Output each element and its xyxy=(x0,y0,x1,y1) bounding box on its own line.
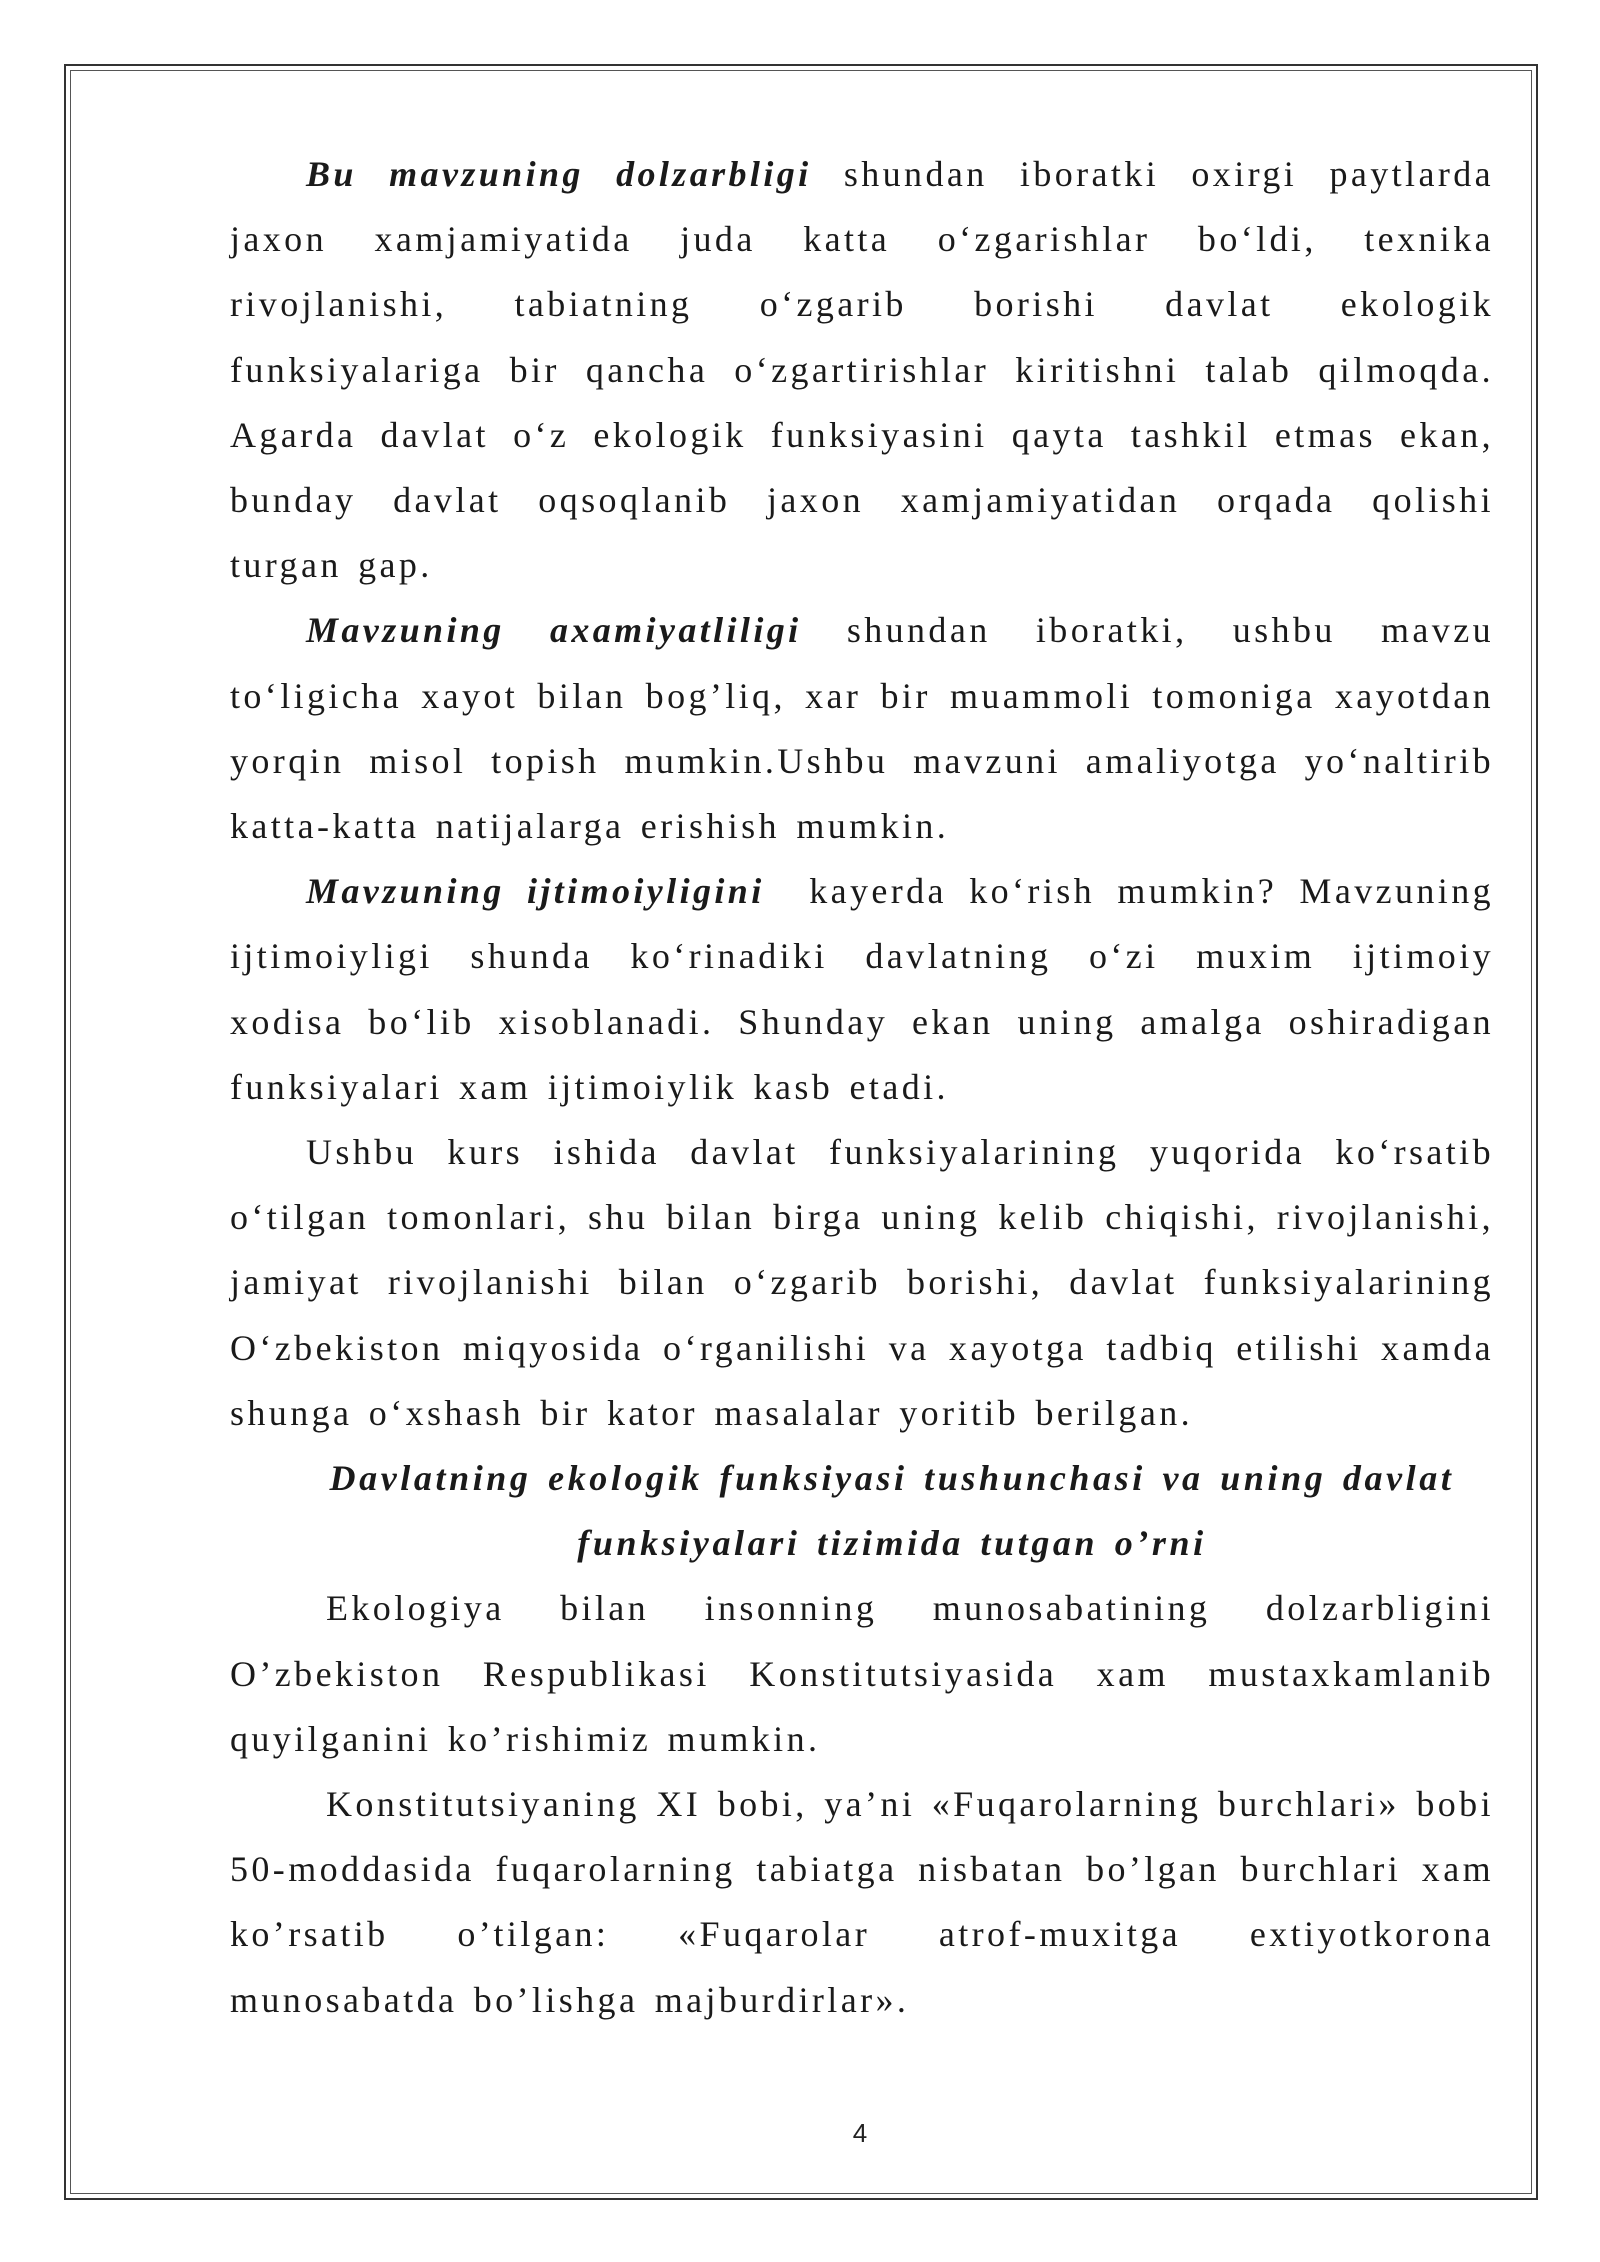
paragraph-constitution xyxy=(230,1772,1494,2033)
paragraph-lead: Mavzuning axamiyatliligi xyxy=(306,610,802,651)
paragraph-lead: Mavzuning ijtimoiyligini xyxy=(306,871,765,912)
paragraph-social xyxy=(230,859,1511,1120)
paragraph-coursework xyxy=(230,1120,1494,1446)
paragraph-ecology xyxy=(230,1576,1494,1772)
section-heading-line1: Davlatning ekologik funksiyasi tushunchasi va uning davlat xyxy=(329,1458,1455,1499)
paragraph-text: Ushbu kurs ishida davlat funksiyalarining yuqorida ko‘rsatib o‘tilgan tomonlari, shu bilan birga uning kelib chiqishi, rivojlanishi, jamiyat rivojlanishi bilan o‘zgarib borishi, davlat funksiyalarining O‘zbekiston miqyosida o‘rganilishi va xayotga tadbiq etilishi xamda shunga o‘xshash bir kator masalalar yoritib berilgan. xyxy=(230,1132,1494,1433)
paragraph-importance xyxy=(230,598,1494,859)
page-content xyxy=(230,142,1511,2033)
paragraph-relevance xyxy=(230,142,1494,598)
paragraph-text: shundan iboratki oxirgi paytlarda jaxon xamjamiyatida juda katta o‘zgarishlar bo‘ldi, texnika rivojlanishi, tabiatning o‘zgarib borishi davlat ekologik funksiyalariga bir qancha o‘zgartirishlar kiritishni talab qilmoqda. Agarda davlat o‘z ekologik funksiyasini qayta tashkil etmas ekan, bunday davlat oqsoqlanib jaxon xamjamiyatidan orqada qolishi turgan gap. xyxy=(230,154,1494,586)
section-heading-line2: funksiyalari tizimida tutgan o’rni xyxy=(577,1523,1207,1564)
paragraph-lead: Bu mavzuning dolzarbligi xyxy=(306,154,812,194)
page-number: 4 xyxy=(852,2118,868,2148)
paragraph-text: shundan iboratki, ushbu mavzu to‘ligicha xayot bilan bog’liq, xar bir muammoli tomoniga xayotdan yorqin misol topish mumkin.Ushbu mavzuni amaliyotga yo‘naltirib katta-katta natijalarga erishish mumkin. xyxy=(230,610,1494,847)
paragraph-text: kayerda ko‘rish mumkin? Mavzuning ijtimoiyligi shunda ko‘rinadiki davlatning o‘zi muxim ijtimoiy xodisa bo‘lib xisoblanadi. Shunday ekan uning amalga oshiradigan funksiyalari xam ijtimoiylik kasb etadi. xyxy=(230,871,1511,1107)
paragraph-text: Konstitutsiyaning XI bobi, ya’ni «Fuqarolarning burchlari» bobi 50-moddasida fuqarolarning tabiatga nisbatan bo’lgan burchlari xam ko’rsatib o’tilgan: «Fuqarolar atrof-muxitga extiyotkorona munosabatda bo’lishga majburdirlar». xyxy=(230,1784,1494,2020)
section-heading xyxy=(230,1446,1494,1576)
paragraph-text: Ekologiya bilan insonning munosabatining dolzarbligini O’zbekiston Respublikasi Konstitutsiyasida xam mustaxkamlanib quyilganini ko’rishimiz mumkin. xyxy=(230,1588,1494,1759)
